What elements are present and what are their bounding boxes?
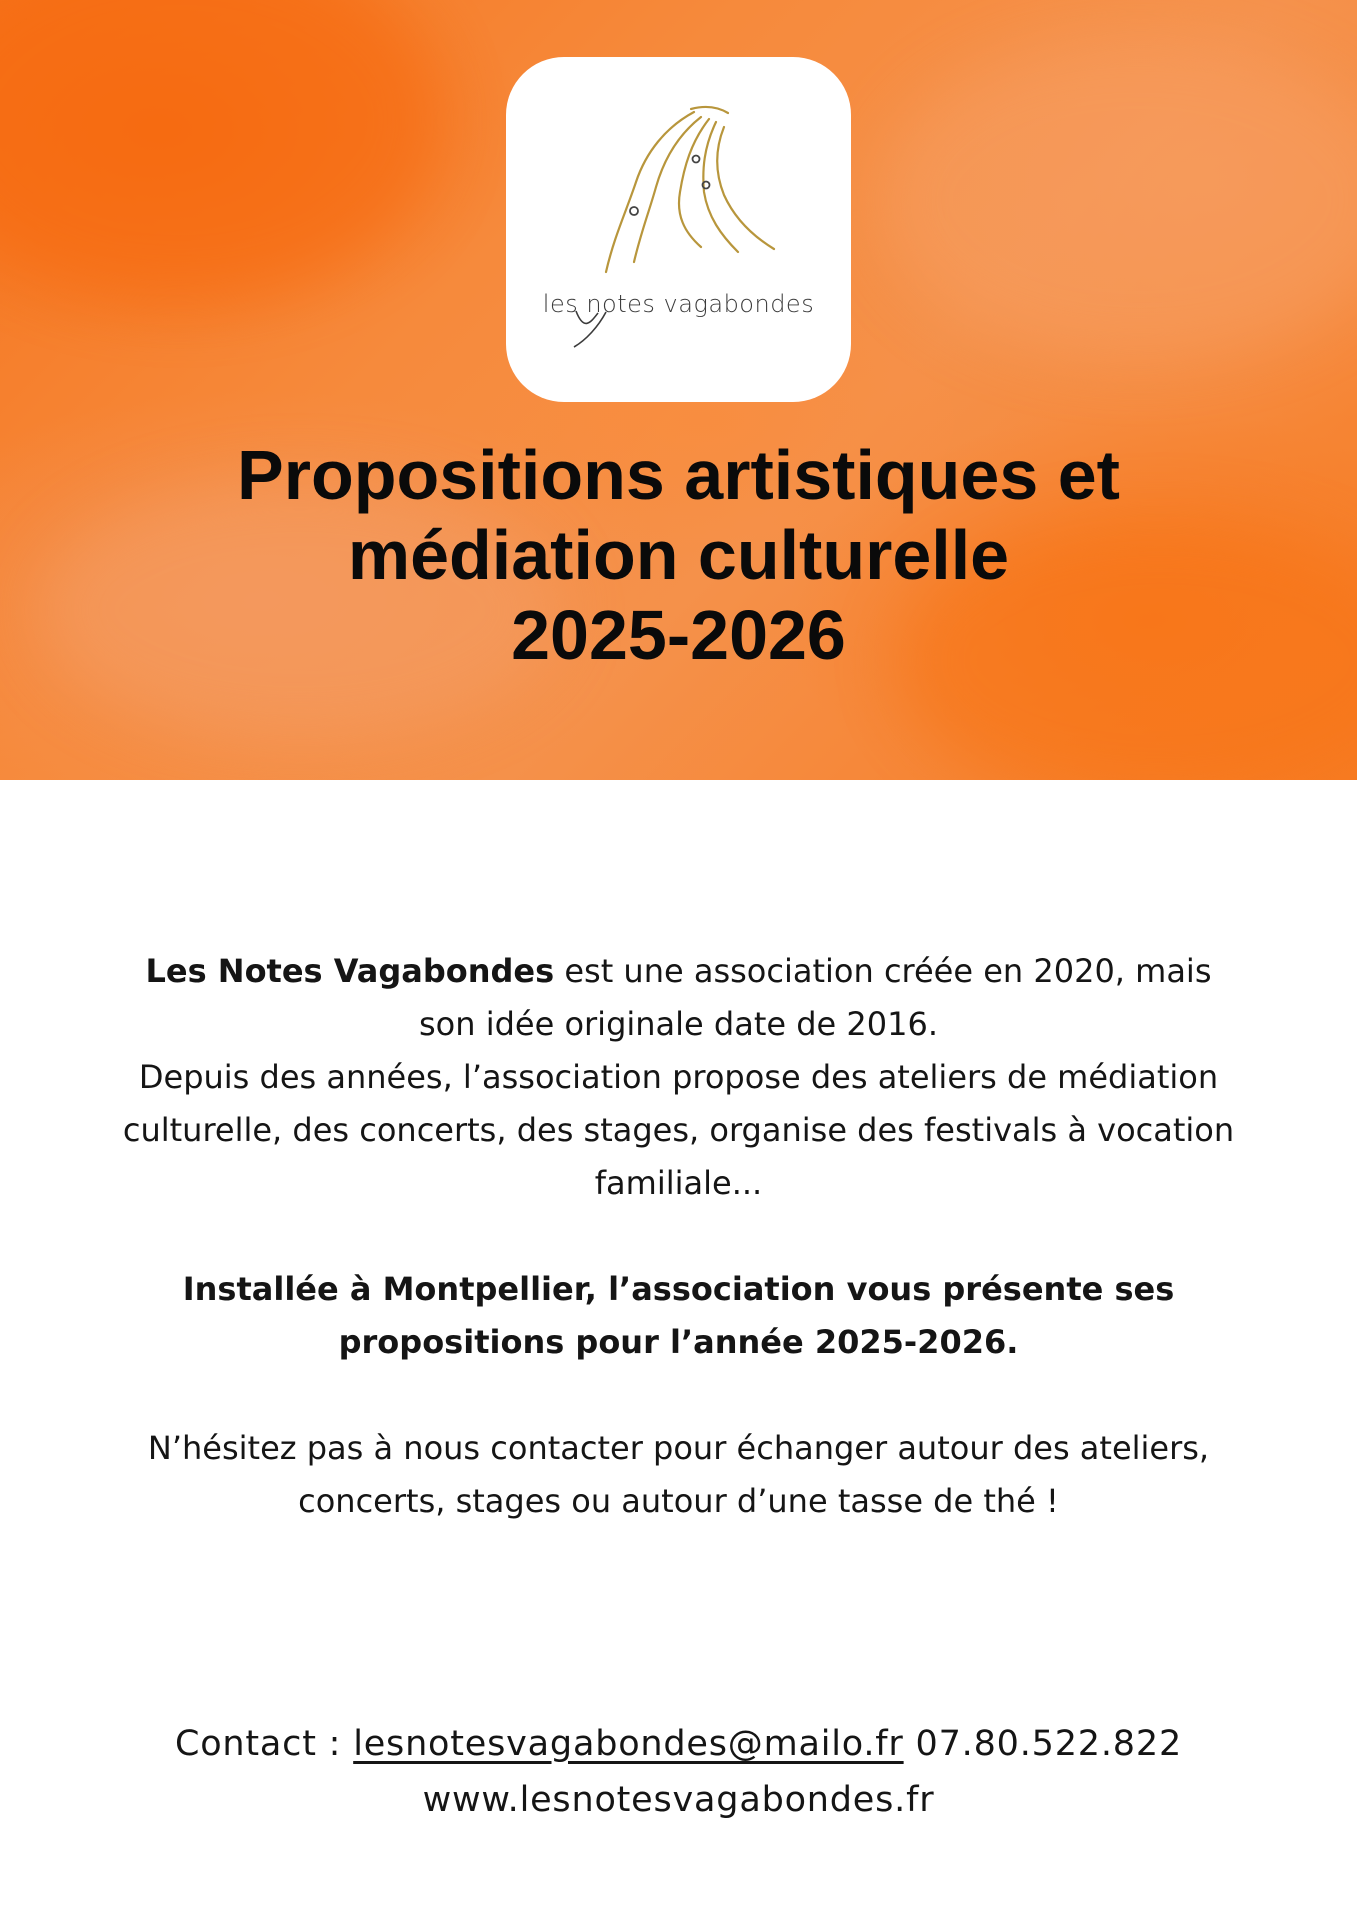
- spacer: [120, 1369, 1237, 1422]
- intro-text: [120, 945, 1237, 1528]
- invitation-paragraph: N’hésitez pas à nous contacter pour échanger autour des ateliers, concerts, stages ou autour d’une tasse de thé !: [147, 1429, 1210, 1520]
- website-url[interactable]: www.lesnotesvagabondes.fr: [422, 1780, 935, 1820]
- intro-paragraph-2: Depuis des années, l’association propose des ateliers de médiation culturelle, des concerts, des stages, organise des festivals à vocation familiale...: [122, 1058, 1235, 1202]
- header-banner: [0, 0, 1357, 780]
- title-line-3: 2025-2026: [511, 596, 846, 674]
- title-line-1: Propositions artistiques et: [237, 436, 1120, 514]
- highlight-paragraph: Installée à Montpellier, l’association vous présente ses propositions pour l’année 2025-2026.: [182, 1270, 1175, 1361]
- spacer: [120, 1210, 1237, 1263]
- watercolor-blot: [0, 0, 440, 300]
- intro-sentence-1: est une association créée en 2020, mais son idée originale date de 2016.: [418, 952, 1212, 1043]
- page-title: [0, 435, 1357, 675]
- email-link[interactable]: lesnotesvagabondes@mailo.fr: [353, 1724, 904, 1764]
- organization-name: Les Notes Vagabondes: [145, 952, 555, 990]
- contact-block: [0, 1716, 1357, 1828]
- phone-number: 07.80.522.822: [903, 1724, 1183, 1764]
- watercolor-blot: [880, 40, 1357, 360]
- intro-paragraph-1: [120, 945, 1237, 1051]
- contact-label: Contact :: [174, 1724, 354, 1764]
- logo-card: [506, 57, 851, 402]
- logo-swirl-icon: [506, 57, 851, 402]
- logo-text: les notes vagabondes: [542, 290, 815, 318]
- title-line-2: médiation culturelle: [347, 516, 1010, 594]
- contact-line: [0, 1716, 1357, 1772]
